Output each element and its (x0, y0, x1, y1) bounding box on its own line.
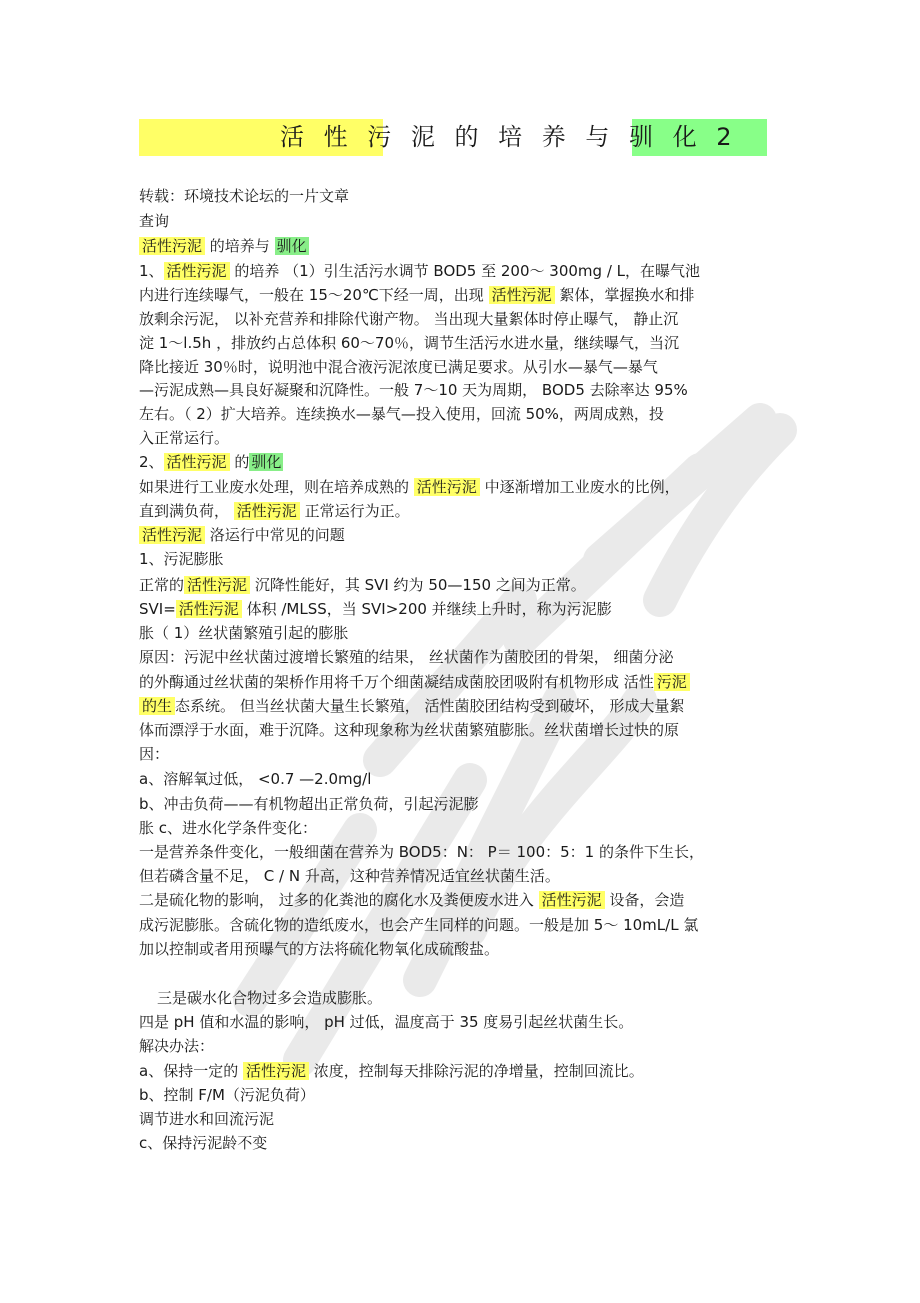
line-24 (139, 743, 169, 765)
text: 放剩余污泥， 以补充营养和排除代谢产物。 当出现大量絮体时停止曝气， 静止沉 (139, 310, 679, 328)
text: 一是营养条件变化，一般细菌在营养为 BOD5：N： P＝ 100：5：1 的条件下生长， (139, 843, 704, 861)
text: 如果进行工业废水处理，则在培养成熟的 (139, 478, 410, 496)
text: 解决办法： (139, 1037, 215, 1055)
text: 加以控制或者用预曝气的方法将硫化物氧化成硫酸盐。 (139, 940, 500, 958)
line-15 (139, 524, 345, 546)
text: a、溶解氧过低， <0.7 —2.0mg/l (139, 770, 372, 788)
text: 态系统。 但当丝状菌大量生长繁殖， 活性菌胶团结构受到破坏， 形成大量絮 (175, 697, 685, 715)
highlight-term: 活性污泥 (139, 237, 205, 255)
line-39 (139, 1132, 267, 1154)
highlight-term: 污泥 (654, 673, 690, 691)
highlight-term: 活性污泥 (234, 502, 300, 520)
line-36 (139, 1060, 644, 1082)
line-29 (139, 865, 560, 887)
highlight-term: 活性污泥 (539, 891, 605, 909)
line-source (139, 185, 349, 207)
text: 正常的 (139, 576, 185, 594)
line-20 (139, 646, 674, 668)
text: c、保持污泥龄不变 (139, 1134, 268, 1152)
line-heading (139, 235, 309, 257)
text: 因： (139, 745, 170, 763)
text: 调节进水和回流污泥 (139, 1110, 275, 1128)
text: 中逐渐增加工业废水的比例， (484, 478, 680, 496)
text: 设备，会造 (609, 891, 685, 909)
line-query (139, 210, 169, 232)
line-27 (139, 817, 317, 839)
text: 左右。（ 2）扩大培养。连续换水—暴气—投入使用，回流 50%，两周成熟，投 (139, 405, 664, 423)
text: b、冲击负荷——有机物超出正常负荷，引起污泥膨 (139, 795, 479, 813)
line-10 (139, 403, 664, 425)
text: 正常运行为正。 (304, 502, 410, 520)
highlight-term: 活性污泥 (243, 1062, 309, 1080)
line-6 (139, 308, 678, 330)
line-33 (157, 987, 382, 1009)
highlight-term: 活性污泥 (176, 600, 242, 618)
line-31 (139, 914, 698, 936)
line-4 (139, 260, 700, 282)
text: 的 (234, 453, 250, 471)
text: —污泥成熟—具良好凝聚和沉降性。一般 7～10 天为周期， BOD5 去除率达 95% (139, 381, 688, 399)
text: 洛运行中常见的问题 (209, 526, 345, 544)
line-37 (139, 1084, 315, 1106)
title-rest-part: 泥 的 培 养 与 驯 化 2 (410, 123, 738, 151)
line-28 (139, 841, 704, 863)
text: a、保持一定的 (139, 1062, 239, 1080)
text: 2、 (139, 453, 164, 471)
line-23 (139, 719, 679, 741)
text: 三是碳水化合物过多会造成膨胀。 (157, 989, 383, 1007)
text: SVI= (139, 600, 176, 618)
line-35 (139, 1035, 214, 1057)
line-17 (139, 574, 586, 596)
text: 的培养 （1）引生活污水调节 BOD5 至 200～ 300mg / L，在曝气池 (234, 262, 700, 280)
line-38 (139, 1108, 274, 1130)
text: 降比接近 30％时，说明池中混合液污泥浓度已满足要求。从引水—暴气—暴气 (139, 358, 658, 376)
line-30 (139, 889, 684, 911)
text: 絮体，掌握换水和排 (559, 286, 695, 304)
text: 体而漂浮于水面，难于沉降。这种现象称为丝状菌繁殖膨胀。丝状菌增长过快的原 (139, 721, 680, 739)
text: 胀 c、进水化学条件变化： (139, 819, 318, 837)
document-title (280, 120, 738, 154)
text: 浓度，控制每天排除污泥的净增量，控制回流比。 (313, 1062, 644, 1080)
line-22 (139, 695, 684, 717)
text: 1、污泥膨胀 (139, 550, 224, 568)
line-13 (139, 476, 680, 498)
line-12 (139, 451, 283, 473)
text: 的培养与 (209, 237, 270, 255)
text: 沉降性能好，其 SVI 约为 50—150 之间为正常。 (254, 576, 586, 594)
line-19 (139, 622, 348, 644)
text: 二是硫化物的影响， 过多的化粪池的腐化水及粪便废水进入 (139, 891, 534, 909)
line-5 (139, 284, 694, 306)
line-16 (139, 548, 224, 570)
text: 内进行连续曝气，一般在 15～20℃下经一周，出现 (139, 286, 484, 304)
highlight-term: 活性污泥 (164, 262, 230, 280)
highlight-term: 的生 (139, 697, 175, 715)
text: 直到满负荷， (139, 502, 230, 520)
highlight-term: 活性污泥 (414, 478, 480, 496)
text: 原因：污泥中丝状菌过渡增长繁殖的结果， 丝状菌作为菌胶团的骨架， 细菌分泌 (139, 648, 674, 666)
text: 入正常运行。 (139, 429, 230, 447)
text: 查询 (139, 212, 170, 230)
line-34 (139, 1011, 633, 1033)
text: 体积 /MLSS，当 SVI>200 并继续上升时，称为污泥膨 (246, 600, 612, 618)
line-9 (139, 379, 688, 401)
text: b、控制 F/M（污泥负荷） (139, 1086, 315, 1104)
text: 的外酶通过丝状菌的架桥作用将千万个细菌凝结成菌胶团吸附有机物形成 活性 (139, 673, 654, 691)
text: 1、 (139, 262, 164, 280)
highlight-term: 活性污泥 (139, 526, 205, 544)
line-11 (139, 427, 229, 449)
line-21 (139, 671, 690, 693)
line-18 (139, 598, 612, 620)
highlight-tame: 驯化 (251, 453, 282, 471)
text: 淀 1～l.5h ，排放约占总体积 60～70％，调节生活污水进水量，继续曝气，当沉 (139, 334, 680, 352)
text: 成污泥膨胀。含硫化物的造纸废水，也会产生同样的问题。一般是加 5～ 10mL/L 氯 (139, 916, 699, 934)
text: 但若磷含量不足， C / N 升高，这种营养情况适宜丝状菌生活。 (139, 867, 560, 885)
line-25 (139, 768, 371, 790)
line-7 (139, 332, 679, 354)
text: 四是 pH 值和水温的影响， pH 过低，温度高于 35 度易引起丝状菌生长。 (139, 1013, 634, 1031)
line-14 (139, 500, 410, 522)
title-highlight-part: 活 性 污 (280, 123, 398, 151)
highlight-term: 活性污泥 (184, 576, 250, 594)
text: 转载：环境技术论坛的一片文章 (139, 187, 350, 205)
line-8 (139, 356, 658, 378)
highlight-term: 活性污泥 (489, 286, 555, 304)
highlight-term: 活性污泥 (164, 453, 230, 471)
highlight-tame: 驯化 (276, 237, 307, 255)
line-26 (139, 793, 479, 815)
text: 胀（ 1）丝状菌繁殖引起的膨胀 (139, 624, 349, 642)
line-32 (139, 938, 499, 960)
